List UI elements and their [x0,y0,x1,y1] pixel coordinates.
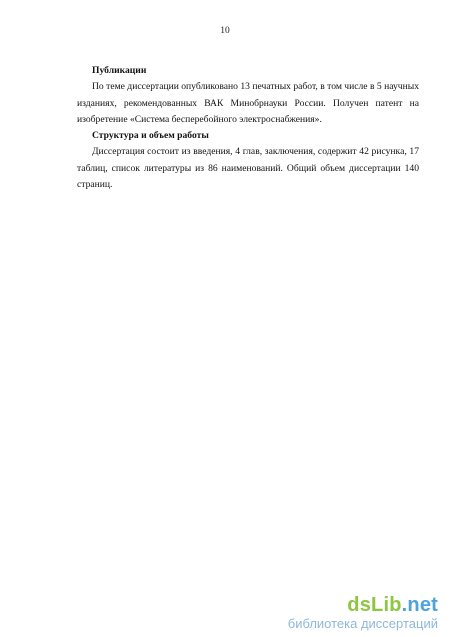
section-heading-structure: Структура и объем работы [92,130,209,142]
watermark-brand-domain: .net [401,594,438,616]
publications-paragraph: По теме диссертации опубликовано 13 печатных работ, в том числе в 5 научных изданиях, рекомендованных ВАК Минобрнауки России. Получен патент на изобретение «Система бесперебойного электроснабжения». [77,81,419,125]
document-body [77,63,419,193]
watermark-brand-name: dsLib [347,594,402,616]
section-heading-publications: Публикации [92,65,147,76]
dslib-watermark-logo[interactable] [288,594,438,631]
page-number: 10 [220,26,230,36]
watermark-brand [288,594,438,616]
watermark-subtitle: библиотека диссертаций [287,616,438,631]
structure-paragraph: Диссертация состоит из введения, 4 глав, заключения, содержит 42 рисунка, 17 таблиц, список литературы из 86 наименований. Общий объем диссертации 140 страниц. [77,146,419,191]
